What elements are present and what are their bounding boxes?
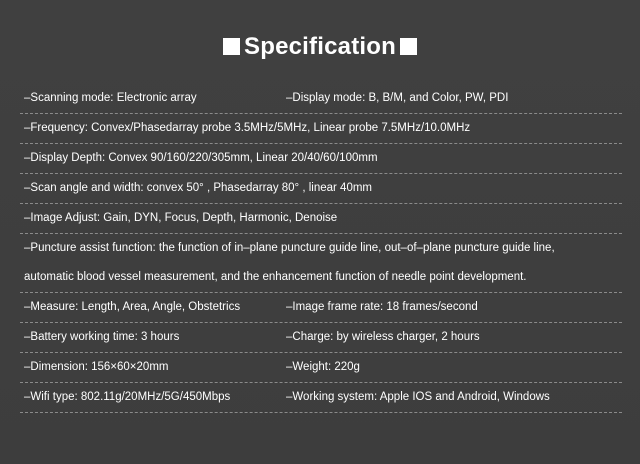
spec-display-mode: –Display mode: B, B/M, and Color, PW, PDI bbox=[286, 92, 509, 104]
spec-row-display-depth bbox=[20, 144, 622, 174]
spec-image-adjust: –Image Adjust: Gain, DYN, Focus, Depth, Harmonic, Denoise bbox=[24, 212, 338, 224]
spec-row-puncture-assist bbox=[20, 234, 622, 293]
spec-measure: –Measure: Length, Area, Angle, Obstetrics bbox=[24, 301, 241, 313]
spec-display-depth: –Display Depth: Convex 90/160/220/305mm, Linear 20/40/60/100mm bbox=[24, 152, 378, 164]
spec-row-dimension-weight bbox=[20, 353, 622, 383]
spec-row-image-adjust bbox=[20, 204, 622, 234]
spec-dimension: –Dimension: 156×60×20mm bbox=[24, 361, 169, 373]
square-bullet-icon bbox=[400, 38, 417, 55]
spec-row-scan-angle bbox=[20, 174, 622, 204]
spec-row-measure-framerate bbox=[20, 293, 622, 323]
spec-scanning-mode: –Scanning mode: Electronic array bbox=[24, 92, 197, 104]
spec-frequency: –Frequency: Convex/Phasedarray probe 3.5MHz/5MHz, Linear probe 7.5MHz/10.0MHz bbox=[24, 122, 471, 134]
title-text: Specification bbox=[244, 33, 396, 60]
page-title bbox=[0, 30, 640, 64]
spec-working-system: –Working system: Apple IOS and Android, Windows bbox=[286, 391, 550, 403]
spec-row-wifi-system bbox=[20, 383, 622, 413]
spec-wifi: –Wifi type: 802.11g/20MHz/5G/450Mbps bbox=[24, 391, 231, 403]
spec-frame-rate: –Image frame rate: 18 frames/second bbox=[286, 301, 478, 313]
spec-row-frequency bbox=[20, 114, 622, 144]
spec-charge: –Charge: by wireless charger, 2 hours bbox=[286, 331, 480, 343]
spec-row-scanning-display bbox=[20, 84, 622, 114]
spec-scan-angle: –Scan angle and width: convex 50° , Phasedarray 80° , linear 40mm bbox=[24, 182, 373, 194]
spec-list bbox=[20, 84, 622, 413]
spec-puncture-assist-line1: –Puncture assist function: the function of in–plane puncture guide line, out–of–plane puncture guide line, bbox=[24, 242, 555, 254]
square-bullet-icon bbox=[223, 38, 240, 55]
spec-puncture-assist-line2: automatic blood vessel measurement, and the enhancement function of needle point development. bbox=[24, 271, 527, 283]
spec-row-battery-charge bbox=[20, 323, 622, 353]
spec-weight: –Weight: 220g bbox=[286, 361, 360, 373]
spec-battery: –Battery working time: 3 hours bbox=[24, 331, 180, 343]
